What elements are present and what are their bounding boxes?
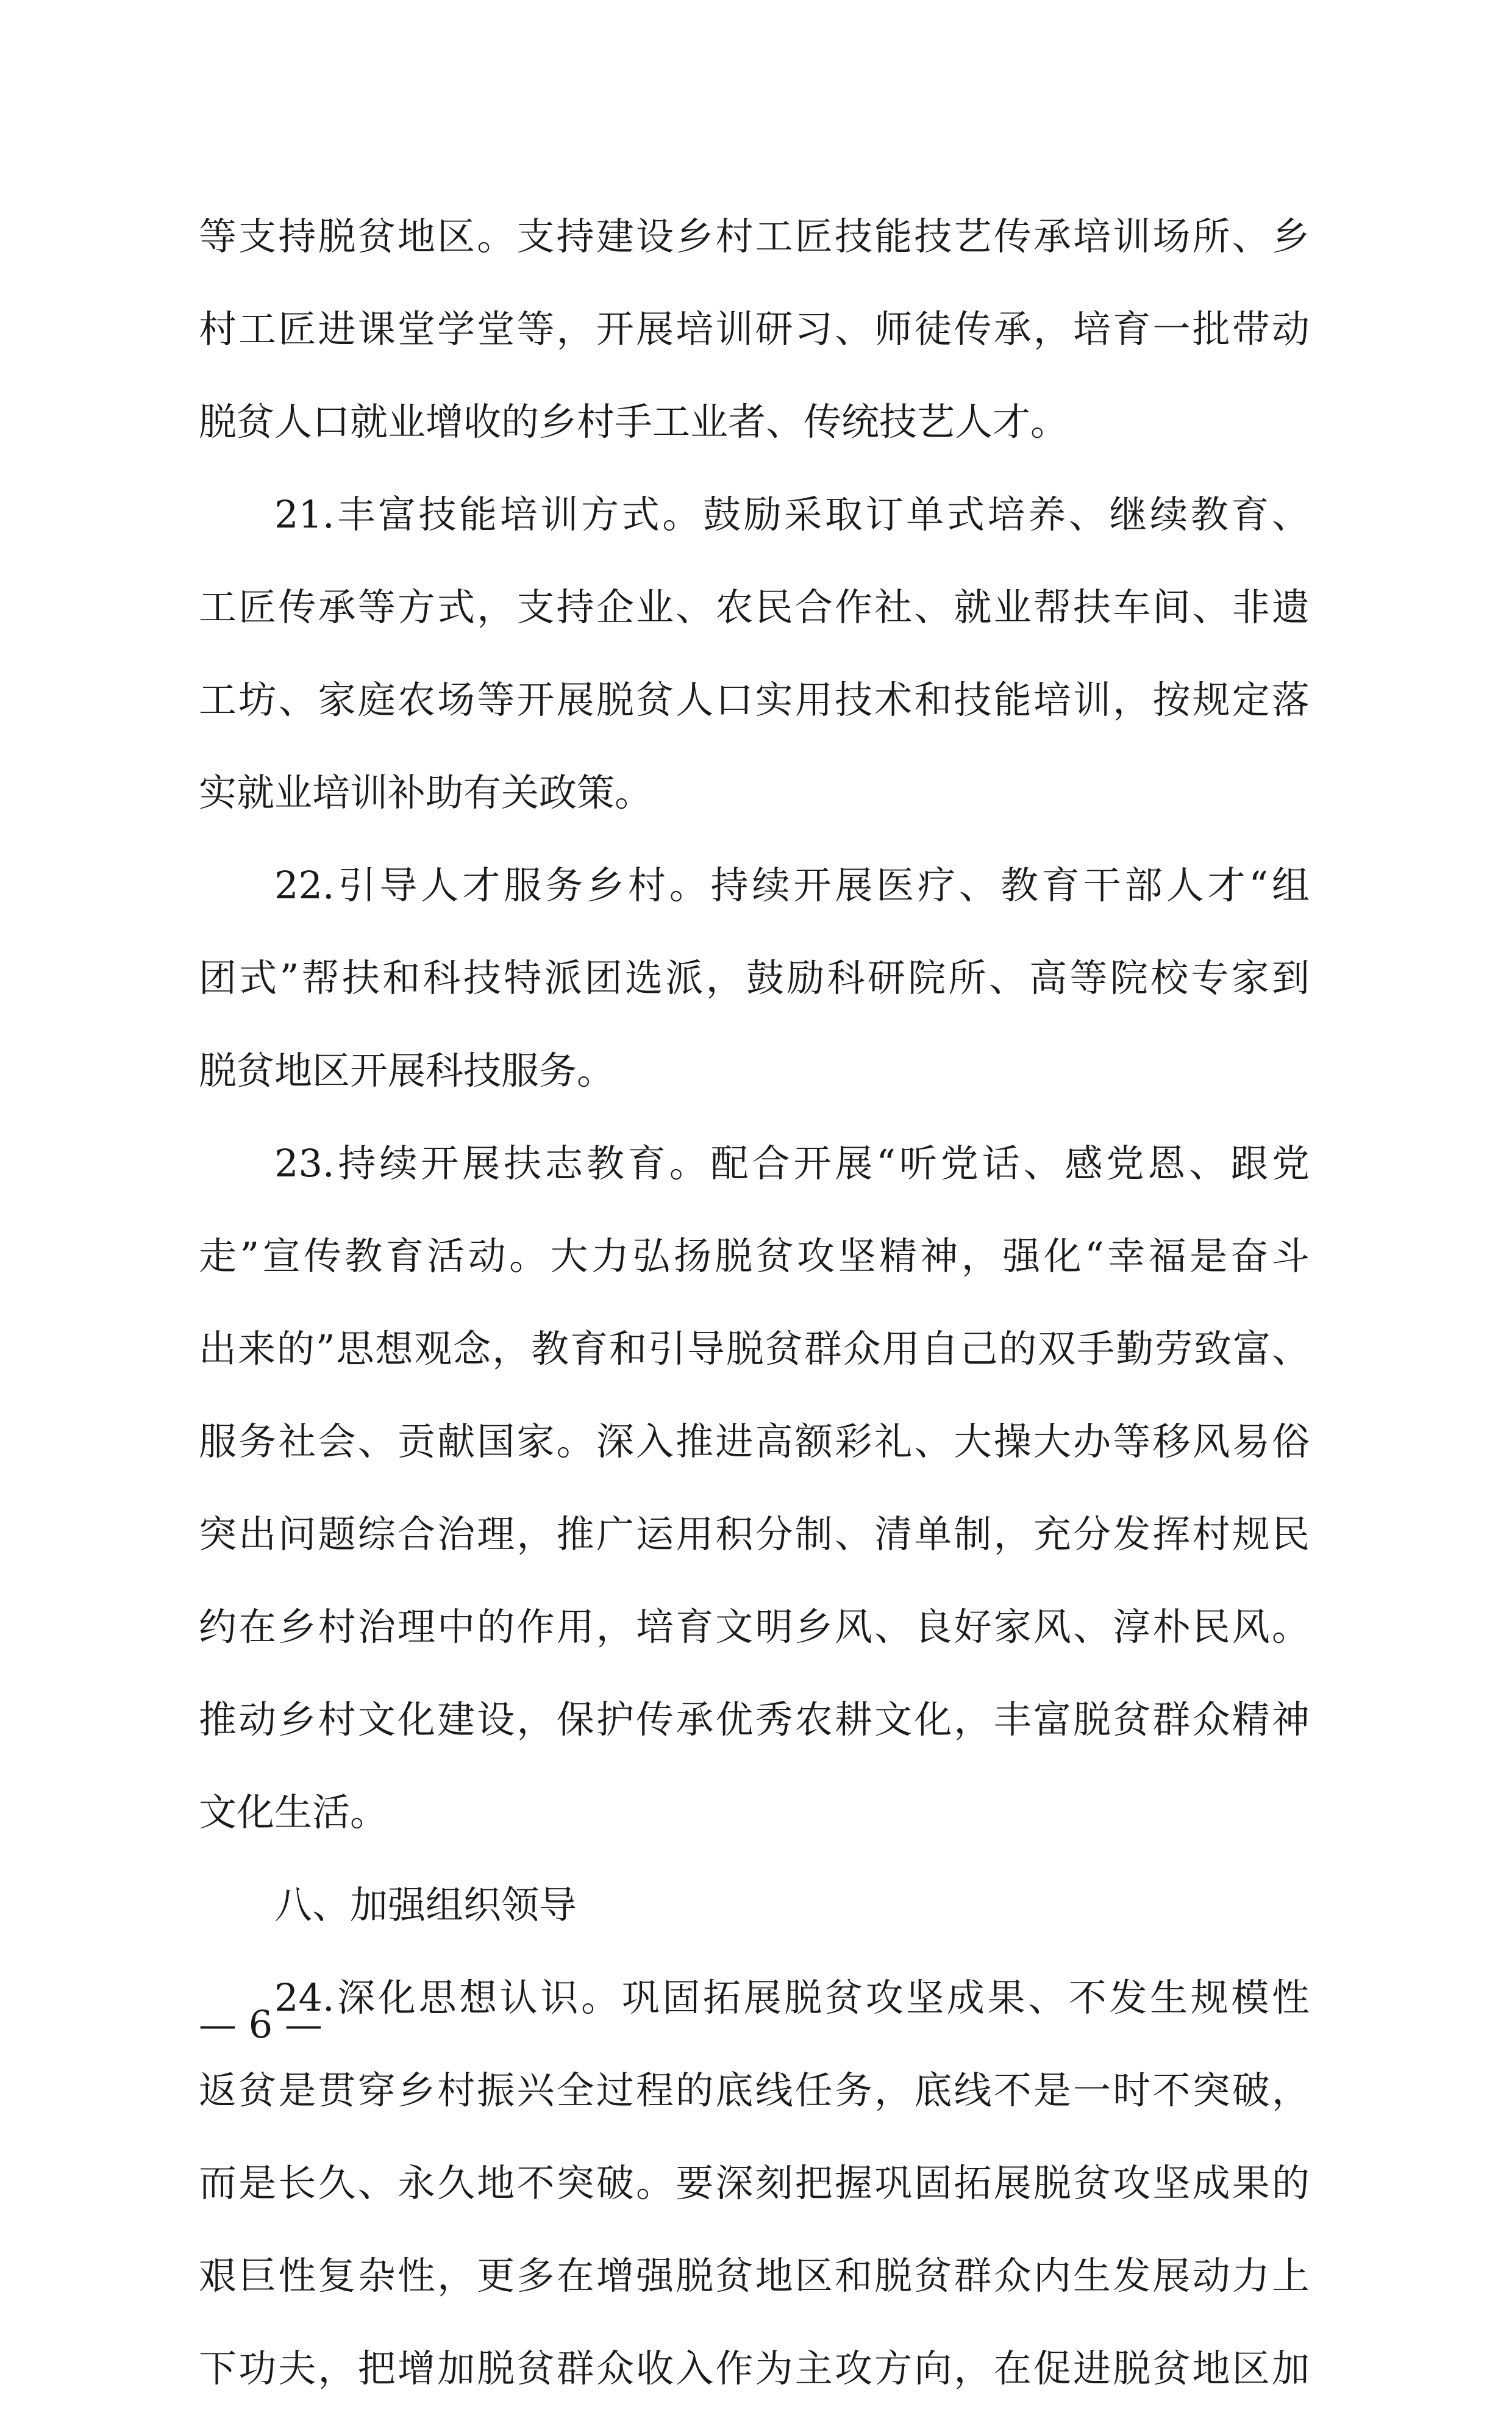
text-line: 工匠传承等方式，支持企业、农民合作社、就业帮扶车间、非遗 — [199, 585, 1310, 629]
text-line: 村工匠进课堂学堂等，开展培训研习、师徒传承，培育一批带动 — [199, 307, 1310, 351]
page-number: — 6 — — [199, 2002, 323, 2047]
text-line: 下功夫，把增加脱贫群众收入作为主攻方向，在促进脱贫地区加 — [199, 2346, 1310, 2391]
paragraph-22 — [199, 839, 1310, 1117]
section-heading: 八、加强组织领导 — [274, 1883, 577, 1927]
text-line: 23.持续开展扶志教育。配合开展“听党话、感党恩、跟党 — [274, 1141, 1310, 1186]
body-text — [199, 190, 1310, 2415]
text-line: 工坊、家庭农场等开展脱贫人口实用技术和技能培训，按规定落 — [199, 678, 1310, 722]
text-line: 艰巨性复杂性，更多在增强脱贫地区和脱贫群众内生发展动力上 — [199, 2253, 1310, 2298]
text-line: 而是长久、永久地不突破。要深刻把握巩固拓展脱贫攻坚成果的 — [199, 2161, 1310, 2205]
paragraph-continuation — [199, 190, 1310, 468]
text-line: 返贫是贯穿乡村振兴全过程的底线任务，底线不是一时不突破， — [199, 2068, 1310, 2113]
text-line: 突出问题综合治理，推广运用积分制、清单制，充分发挥村规民 — [199, 1512, 1310, 1556]
text-line: 脱贫地区开展科技服务。 — [199, 1048, 615, 1093]
text-line: 出来的”思想观念，教育和引导脱贫群众用自己的双手勤劳致富、 — [199, 1326, 1310, 1371]
paragraph-23 — [199, 1117, 1310, 1859]
text-line: 等支持脱贫地区。支持建设乡村工匠技能技艺传承培训场所、乡 — [199, 214, 1310, 259]
text-line: 实就业培训补助有关政策。 — [199, 770, 653, 815]
paragraph-24 — [199, 1952, 1310, 2415]
text-line: 脱贫人口就业增收的乡村手工业者、传统技艺人才。 — [199, 399, 1069, 444]
text-line: 走”宣传教育活动。大力弘扬脱贫攻坚精神，强化“幸福是奋斗 — [199, 1234, 1310, 1278]
text-line: 推动乡村文化建设，保护传承优秀农耕文化，丰富脱贫群众精神 — [199, 1697, 1310, 1742]
text-line: 文化生活。 — [199, 1790, 388, 1834]
text-line: 服务社会、贡献国家。深入推进高额彩礼、大操大办等移风易俗 — [199, 1419, 1310, 1464]
text-line: 21.丰富技能培训方式。鼓励采取订单式培养、继续教育、 — [274, 492, 1310, 537]
text-line: 24.深化思想认识。巩固拓展脱贫攻坚成果、不发生规模性 — [274, 1975, 1310, 2020]
text-line: 22.引导人才服务乡村。持续开展医疗、教育干部人才“组 — [274, 863, 1310, 907]
text-line: 约在乡村治理中的作用，培育文明乡风、良好家风、淳朴民风。 — [199, 1605, 1310, 1649]
paragraph-21 — [199, 468, 1310, 839]
text-line: 团式”帮扶和科技特派团选派，鼓励科研院所、高等院校专家到 — [199, 956, 1310, 1000]
